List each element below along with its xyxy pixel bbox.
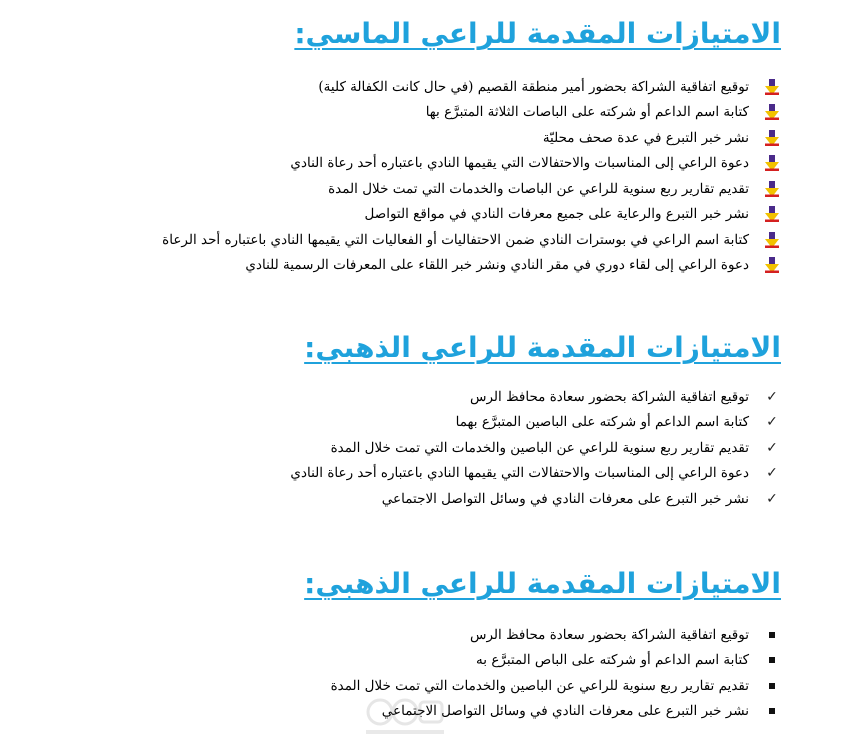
square-bullet-icon <box>763 683 781 689</box>
list-item-text: تقديم تقارير ربع سنوية للراعي عن الباصات والخدمات التي تمت خلال المدة <box>328 180 749 197</box>
list-item-text: تقديم تقارير ربع سنوية للراعي عن الباصين والخدمات التي تمت خلال المدة <box>330 677 749 694</box>
checkmark-bullet-icon: ✓ <box>766 465 778 482</box>
square-bullet-icon <box>763 708 781 714</box>
list-item <box>20 435 781 461</box>
checkmark-bullet-icon: ✓ <box>766 490 778 507</box>
arrow-bullet-icon <box>763 79 781 95</box>
list-item-text: نشر خبر التبرع في عدة صحف محليّة <box>542 129 749 146</box>
list-item-text: نشر خبر التبرع على معرفات النادي في وسائل التواصل الاجتماعي <box>381 490 749 507</box>
diamond-section-title: الامتيازات المقدمة للراعي الماسي: <box>294 17 781 50</box>
watermark-logo-icon <box>360 690 450 740</box>
arrow-bullet-icon <box>763 155 781 171</box>
gold-section-title-2: الامتيازات المقدمة للراعي الذهبي: <box>304 567 781 600</box>
diamond-sponsor-section <box>20 14 781 278</box>
list-item <box>20 202 781 228</box>
list-item-text: كتابة اسم الداعم أو شركته على الباصات الثلاثة المتبرَّع بها <box>425 104 749 121</box>
gold-benefits-list <box>20 384 781 512</box>
list-item <box>20 151 781 177</box>
list-item-text: نشر خبر التبرع والرعاية على جميع معرفات النادي في مواقع التواصل <box>364 206 749 223</box>
gold-sponsor-section <box>20 328 781 512</box>
list-item <box>20 125 781 151</box>
list-item-text: دعوة الراعي إلى لقاء دوري في مقر النادي ونشر خبر اللقاء على المعرفات الرسمية للنادي <box>245 257 749 274</box>
list-item-text: كتابة اسم الداعم أو شركته على الباص المتبرَّع به <box>476 652 749 669</box>
list-item <box>20 622 781 648</box>
list-item-text: نشر خبر التبرع على معرفات النادي في وسائل التواصل الاجتماعي <box>381 703 749 720</box>
arrow-bullet-icon <box>763 257 781 273</box>
list-item <box>20 384 781 410</box>
list-item-text: كتابة اسم الراعي في بوسترات النادي ضمن الاحتفاليات أو الفعاليات التي يقيمها النادي باعتباره أحد الرعاة <box>162 231 749 248</box>
list-item-text: كتابة اسم الداعم أو شركته على الباصين المتبرَّع بهما <box>455 414 749 431</box>
list-item <box>20 486 781 512</box>
square-bullet-icon <box>763 657 781 663</box>
arrow-bullet-icon <box>763 181 781 197</box>
list-item <box>20 410 781 436</box>
arrow-bullet-icon <box>763 232 781 248</box>
checkmark-bullet-icon: ✓ <box>766 388 778 405</box>
list-item <box>20 227 781 253</box>
checkmark-bullet-icon: ✓ <box>766 414 778 431</box>
diamond-benefits-list <box>20 74 781 278</box>
list-item-text: دعوة الراعي إلى المناسبات والاحتفالات التي يقيمها النادي باعتباره أحد رعاة النادي <box>290 155 749 172</box>
gold-section-title: الامتيازات المقدمة للراعي الذهبي: <box>304 331 781 364</box>
list-item <box>20 100 781 126</box>
arrow-bullet-icon <box>763 130 781 146</box>
list-item <box>20 74 781 100</box>
arrow-bullet-icon <box>763 206 781 222</box>
list-item-text: توقيع اتفاقية الشراكة بحضور أمير منطقة القصيم (في حال كانت الكفالة كلية) <box>318 78 749 95</box>
list-item <box>20 176 781 202</box>
list-item-text: توقيع اتفاقية الشراكة بحضور سعادة محافظ الرس <box>470 626 749 643</box>
checkmark-bullet-icon: ✓ <box>766 439 778 456</box>
list-item <box>20 648 781 674</box>
arrow-bullet-icon <box>763 104 781 120</box>
list-item-text: توقيع اتفاقية الشراكة بحضور سعادة محافظ الرس <box>470 388 749 405</box>
square-bullet-icon <box>763 632 781 638</box>
list-item <box>20 253 781 279</box>
list-item-text: تقديم تقارير ربع سنوية للراعي عن الباصين والخدمات التي تمت خلال المدة <box>330 439 749 456</box>
list-item-text: دعوة الراعي إلى المناسبات والاحتفالات التي يقيمها النادي باعتباره أحد رعاة النادي <box>290 465 749 482</box>
list-item <box>20 461 781 487</box>
